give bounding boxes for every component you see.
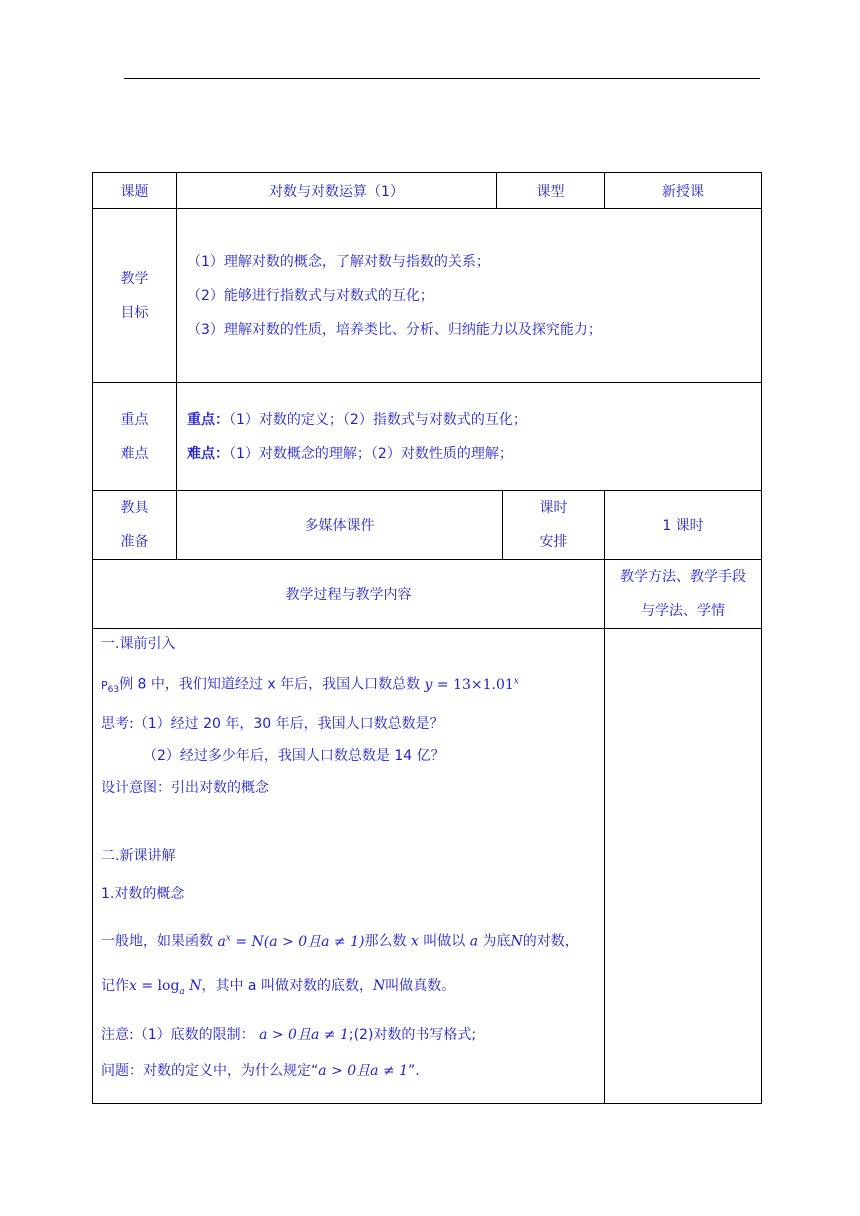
definition-text-3: 叫做以 (423, 933, 466, 950)
goal-item: （2）能够进行指数式与对数式的互化； (187, 287, 434, 304)
process-notes-column (605, 629, 762, 1104)
key-label (93, 383, 177, 491)
row-process-body (93, 629, 762, 1104)
population-formula (425, 677, 519, 693)
think-question-1: 思考:（1）经过 20 年，30 年后，我国人口数总数是？ (101, 715, 444, 732)
definition-line (101, 929, 596, 951)
log-formula-x: x (129, 977, 137, 994)
log-formula-log: = log (136, 977, 180, 994)
log-formula-base: a (179, 986, 185, 997)
goal-item: （3）理解对数的性质，培养类比、分析、归纳能力以及探究能力； (187, 321, 602, 338)
formula-y: y (424, 676, 433, 693)
attention-text-2: ;(2)对数的书写格式; (348, 1027, 477, 1044)
row-topic (93, 173, 762, 209)
difficult-point-label: 难点： (187, 445, 229, 462)
goals-content (177, 209, 762, 383)
lesson-plan-table (92, 172, 762, 1104)
def-formula-rest: = N(a > 0且a ≠ 1) (230, 933, 365, 950)
example-line (101, 672, 596, 699)
tools-label-line1: 教具 (120, 500, 149, 516)
row-goals (93, 209, 762, 383)
page-ref-number: 63 (107, 684, 120, 695)
formula-body: = 13×1.01 (432, 676, 514, 693)
row-tools (93, 491, 762, 560)
key-point-line (187, 403, 761, 437)
hours-value: 1 课时 (605, 491, 762, 560)
section-2-title: 二.新课讲解 (101, 847, 176, 864)
definition-var-n: N (510, 933, 523, 950)
key-label-line1: 重点 (120, 411, 149, 428)
difficult-point-text: （1）对数概念的理解；（2）对数性质的理解； (229, 445, 513, 462)
page-ref-letter: P (101, 678, 108, 692)
definition-text-4: 为底 (482, 933, 511, 950)
think-question-2: （2）经过多少年后，我国人口数总数是 14 亿？ (143, 747, 445, 764)
process-content (93, 629, 605, 1104)
page-ref (101, 678, 120, 695)
row-key-points (93, 383, 762, 491)
def-formula-exponent: x (225, 932, 231, 943)
lesson-type-label: 课型 (497, 173, 605, 209)
key-point-label: 重点： (187, 411, 229, 428)
definition-var-x: x (410, 933, 419, 950)
notation-text-2: ，其中 a 叫做对数的底数， (201, 977, 373, 994)
attention-line (101, 1026, 596, 1044)
tools-value: 多媒体课件 (177, 491, 503, 560)
process-head-right (605, 560, 762, 629)
definition-var-a: a (469, 933, 479, 950)
key-point-text: （1）对数的定义；（2）指数式与对数式的互化； (229, 411, 527, 428)
goals-label (93, 209, 177, 383)
tools-label-line2: 准备 (120, 534, 149, 550)
hours-label-line2: 安排 (539, 534, 568, 550)
topic-value: 对数与对数运算（1） (177, 173, 497, 209)
question-formula: a > 0且a ≠ 1 (318, 1063, 409, 1080)
goals-label-line2: 目标 (120, 304, 149, 321)
key-label-line2: 难点 (120, 445, 149, 462)
definition-text-1: 一般地，如果函数 (101, 933, 213, 950)
goals-label-line1: 教学 (120, 270, 149, 287)
tools-label (93, 491, 177, 560)
header-rule (124, 78, 760, 79)
attention-formula: a > 0且a ≠ 1 (259, 1027, 349, 1044)
lesson-type-value: 新授课 (605, 173, 762, 209)
goal-item: （1）理解对数的概念，了解对数与指数的关系； (187, 253, 490, 270)
design-intent: 设计意图：引出对数的概念 (101, 779, 269, 796)
definition-formula (217, 934, 364, 950)
notation-text-3: 叫做真数。 (385, 977, 456, 994)
definition-text-5: 的对数， (522, 933, 579, 950)
question-text-1: 问题：对数的定义中，为什么规定“ (101, 1063, 319, 1080)
difficult-point-line (187, 437, 761, 471)
notation-var-n: N (372, 977, 386, 994)
topic-label: 课题 (93, 173, 177, 209)
question-line (101, 1062, 596, 1080)
key-content (177, 383, 762, 491)
section-1-title: 一.课前引入 (101, 636, 176, 652)
hours-label-line1: 课时 (539, 500, 568, 516)
subsection-1-title: 1.对数的概念 (101, 885, 185, 902)
process-head-right-line1: 教学方法、教学手段 (620, 569, 746, 585)
process-head-right-line2: 与学法、学情 (641, 603, 725, 619)
process-head-left: 教学过程与教学内容 (93, 560, 605, 629)
notation-line (101, 977, 596, 1001)
def-formula-base: a (217, 933, 226, 950)
log-formula-n: N (184, 977, 202, 994)
row-process-head (93, 560, 762, 629)
hours-label (503, 491, 605, 560)
log-formula (129, 977, 202, 997)
formula-exponent: x (513, 676, 519, 686)
attention-text-1: 注意:（1）底数的限制： (101, 1027, 255, 1044)
example-text: 例 8 中，我们知道经过 x 年后，我国人口数总数 (119, 676, 421, 693)
question-text-2: ”. (408, 1063, 420, 1080)
definition-text-2: 那么数 (364, 933, 407, 950)
notation-text-1: 记作 (101, 977, 129, 994)
